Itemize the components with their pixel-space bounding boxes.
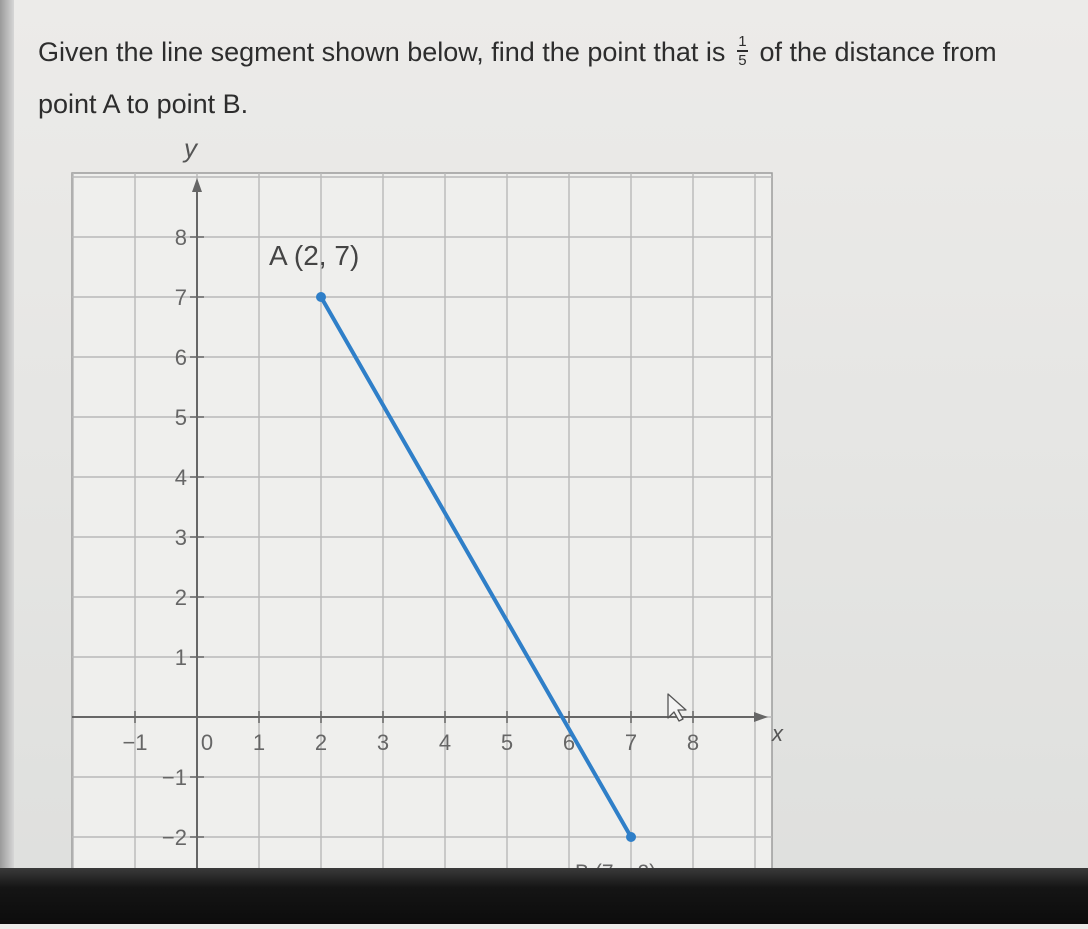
x-tick-label: 4 [438,730,452,755]
fraction-numerator: 1 [738,33,747,51]
point-a-marker [316,292,326,302]
question-part1: Given the line segment shown below, find the point that is [38,37,726,67]
x-tick-label: 6 [562,730,576,755]
y-tick-label: −1 [161,765,187,790]
y-tick-label: 4 [174,465,187,490]
y-tick-label: 5 [174,405,187,430]
x-tick-label: 0 [200,730,214,755]
y-tick-label: 8 [174,225,187,250]
y-axis-label: y [184,133,197,163]
y-tick-label: 1 [174,645,187,670]
point-a-label: A (2, 7) [269,240,360,271]
x-tick-label: 7 [624,730,638,755]
x-tick-label: 3 [376,730,390,755]
y-tick-label: 2 [174,585,187,610]
x-tick-label: 1 [252,730,266,755]
y-tick-label: −2 [161,825,187,850]
question-part2: of the distance from [759,37,997,67]
x-tick-label: 2 [314,730,328,755]
x-tick-label: 5 [500,730,514,755]
fraction-denominator: 5 [738,51,747,69]
y-tick-label: 3 [174,525,187,550]
screen-bezel-bottom [0,868,1088,924]
x-tick-label: 8 [686,730,700,755]
x-tick-label: −1 [122,730,148,755]
y-tick-label: 6 [174,345,187,370]
question-line2: point A to point B. [38,89,249,119]
y-tick-label: 7 [174,285,187,310]
point-b-marker [626,832,636,842]
x-axis-label: x [772,721,783,746]
